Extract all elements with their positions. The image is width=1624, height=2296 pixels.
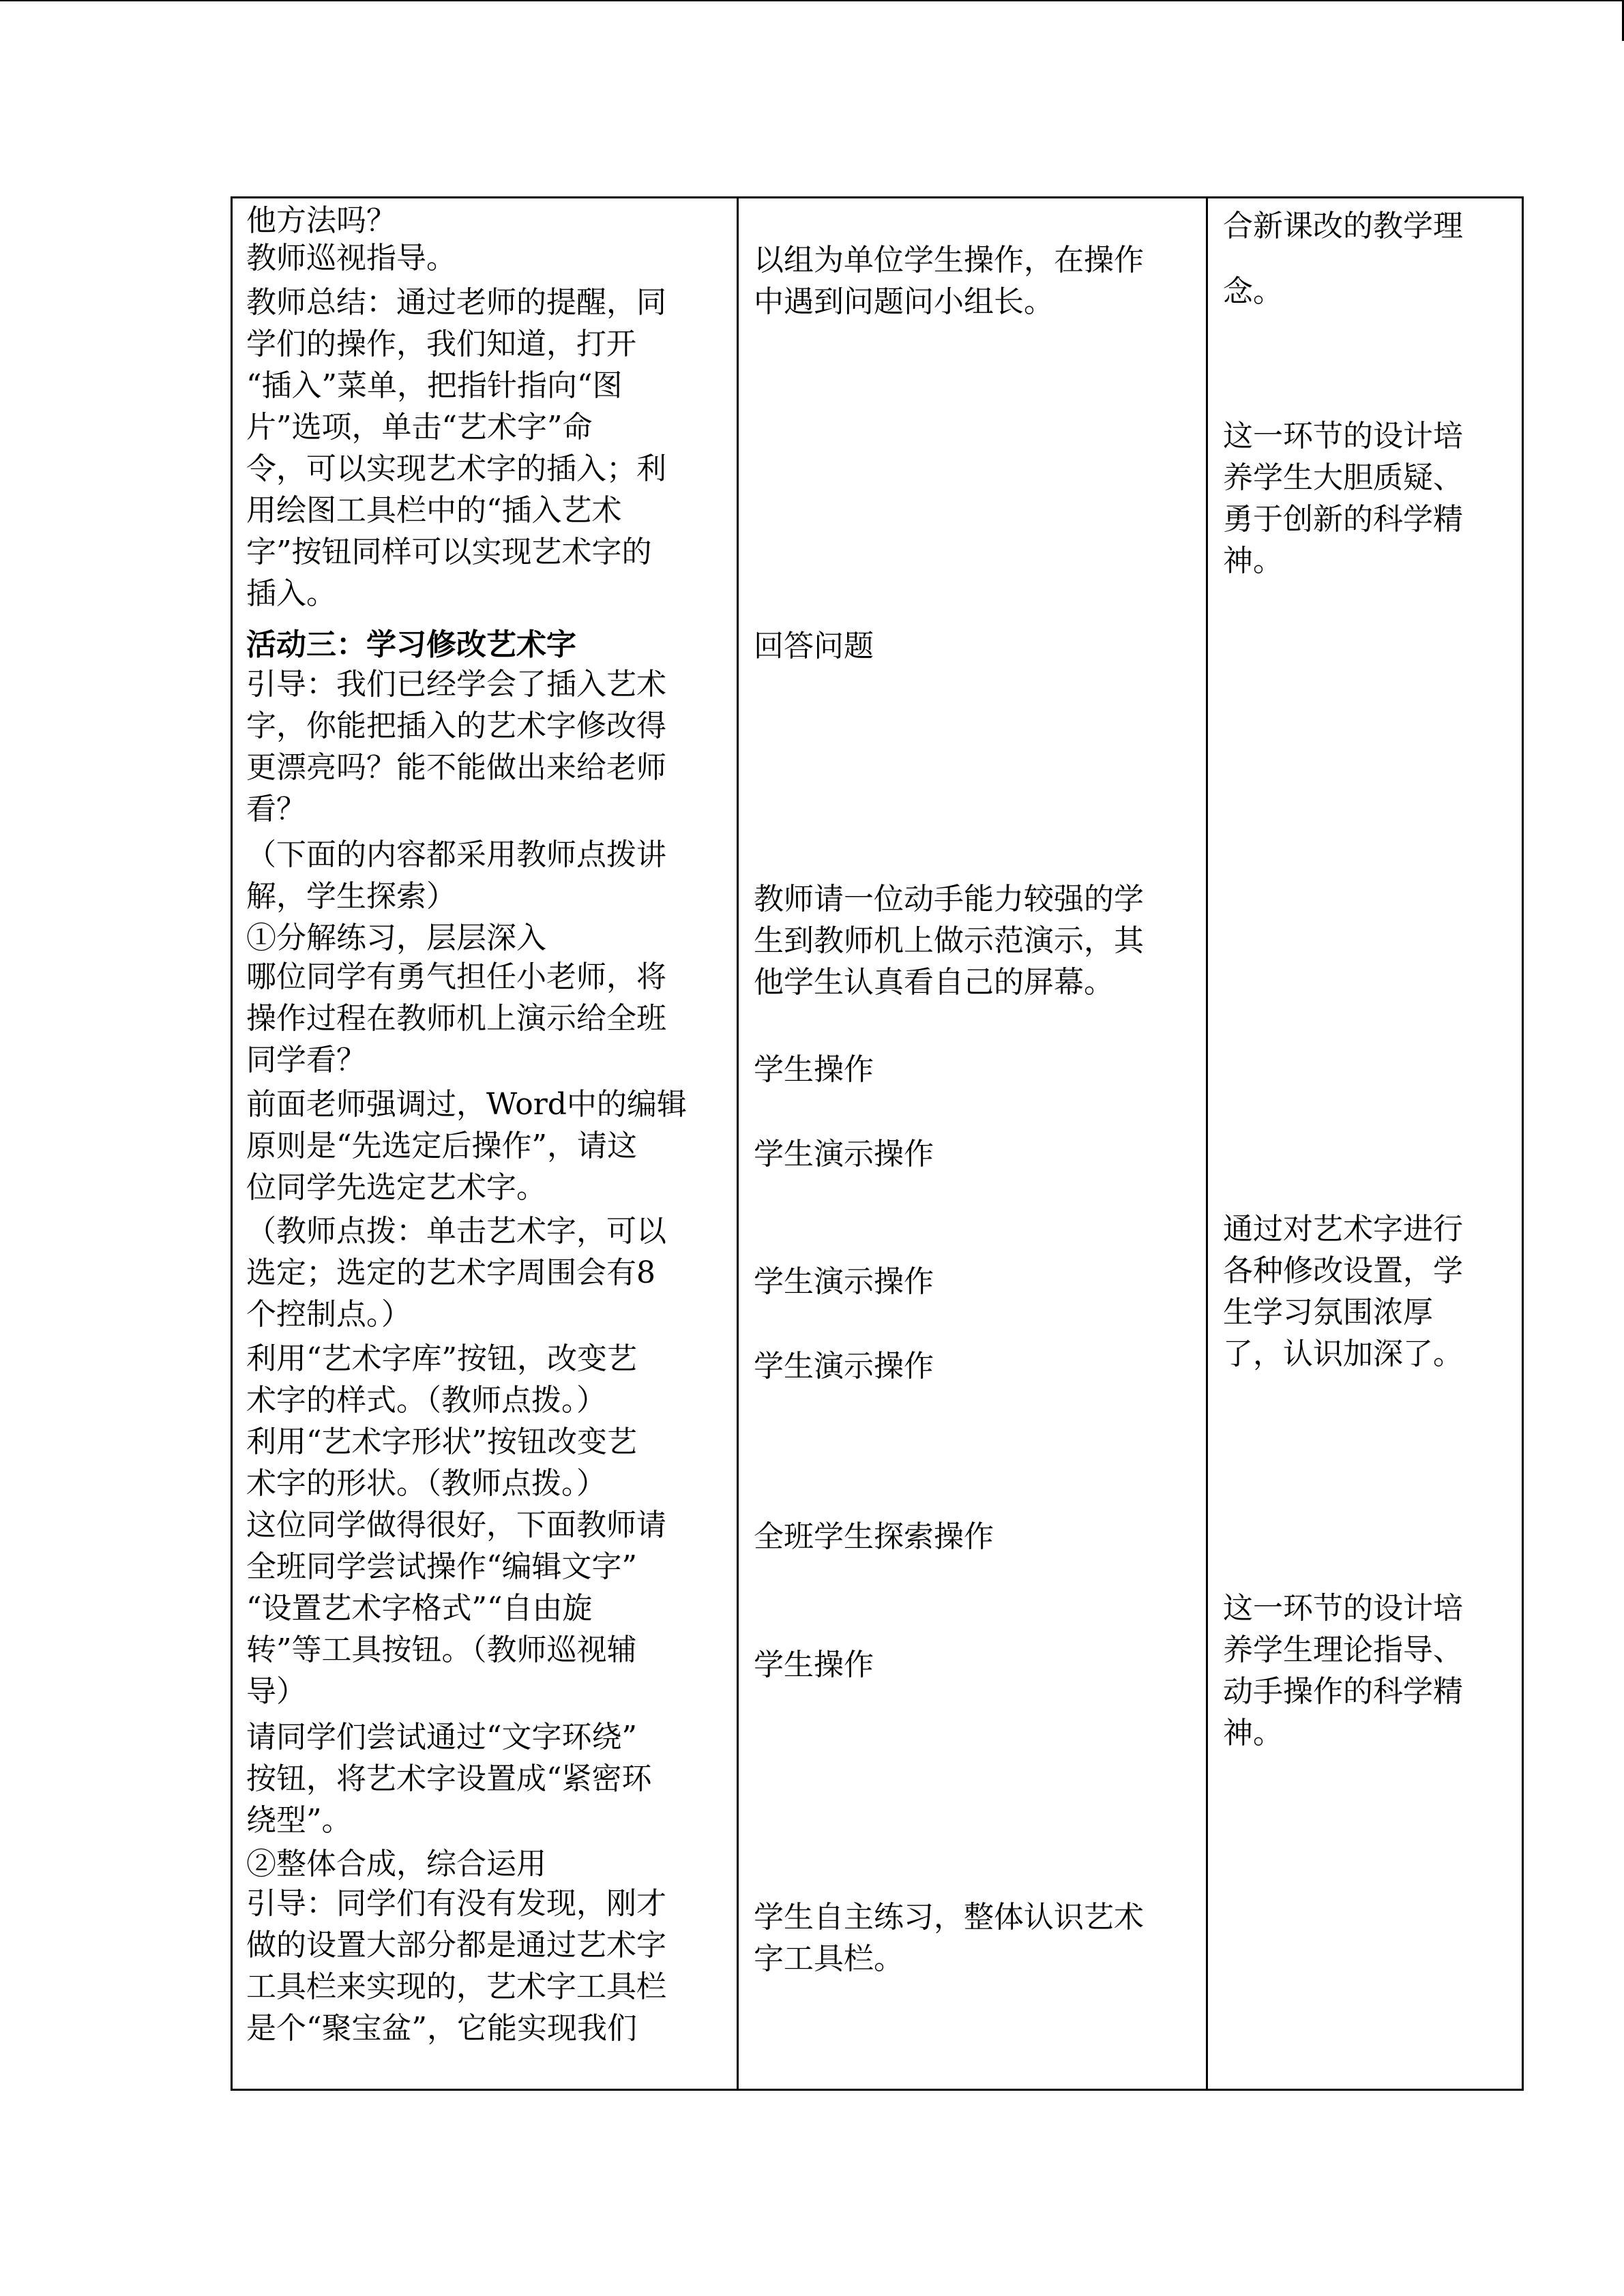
activity-heading: 活动三：学习修改艺术字 (246, 627, 576, 662)
text-line: 教师请一位动手能力较强的学 生到教师机上做示范演示，其 他学生认真看自己的屏幕。 (754, 882, 1144, 1000)
text-line: 哪位同学有勇气担任小老师，将 操作过程在教师机上演示给全班 同学看？ (246, 959, 666, 1077)
student-activity-cell (738, 198, 1207, 2090)
text-line: 学生演示操作 (754, 1264, 934, 1299)
text-line: 回答问题 (754, 629, 874, 664)
text-line: 念。 (1223, 274, 1283, 309)
text-line: 以组为单位学生操作，在操作 中遇到问题问小组长。 (754, 243, 1144, 319)
text-line: 通过对艺术字进行 各种修改设置，学 生学习氛围浓厚 了，认识加深了。 (1223, 1212, 1463, 1371)
text-line: 学生自主练习，整体认识艺术 字工具栏。 (754, 1900, 1144, 1976)
subsection-heading: ②整体合成，综合运用 (246, 1847, 546, 1881)
page-top-border (0, 0, 1624, 1)
text-line: 教师巡视指导。 (246, 241, 456, 275)
text-line: 这一环节的设计培 养学生大胆质疑、 勇于创新的科学精 神。 (1223, 419, 1463, 578)
text-line: 学生操作 (754, 1052, 874, 1087)
text-line: （下面的内容都采用教师点拨讲 解，学生探索） (246, 837, 666, 914)
text-line: 学生演示操作 (754, 1349, 934, 1384)
text-line: 全班学生探索操作 (754, 1519, 994, 1554)
text-line: 利用“艺术字形状”按钮改变艺 术字的形状。（教师点拨。） (246, 1425, 637, 1501)
text-line: （教师点拨：单击艺术字，可以 选定；选定的艺术字周围会有8 个控制点。） (246, 1214, 666, 1332)
text-line: 合新课改的教学理 (1223, 209, 1463, 243)
text-line: 教师总结：通过老师的提醒，同 学们的操作，我们知道，打开 “插入”菜单，把指针指向“图 片”选项，单击“艺术字”命 令，可以实现艺术字的插入；利 用绘图工具栏中的“插入艺术 字”按钮同样可以实现艺术字的 插入。 (246, 285, 666, 611)
subsection-heading: ①分解练习，层层深入 (246, 921, 546, 955)
table-row (232, 198, 1523, 2090)
text-line: 这一环节的设计培 养学生理论指导、 动手操作的科学精 神。 (1223, 1591, 1463, 1750)
text-line: 引导：我们已经学会了插入艺术 字，你能把插入的艺术字修改得 更漂亮吗？能不能做出来给老师 看？ (246, 667, 666, 826)
text-line: 引导：同学们有没有发现，刚才 做的设置大部分都是通过艺术字 工具栏来实现的，艺术字工具栏 是个“聚宝盆”，它能实现我们 (246, 1886, 666, 2046)
text-line: 学生操作 (754, 1648, 874, 1682)
design-intent-cell (1207, 198, 1523, 2090)
text-line: 这位同学做得很好，下面教师请 全班同学尝试操作“编辑文字” “设置艺术字格式”“自由旋 转”等工具按钮。（教师巡视辅 导） (246, 1508, 666, 1709)
lesson-plan-table (231, 196, 1524, 2091)
teacher-activity-cell (232, 198, 738, 2090)
text-line: 他方法吗？ (246, 203, 396, 238)
text-line: 利用“艺术字库”按钮，改变艺 术字的样式。（教师点拨。） (246, 1341, 637, 1418)
text-line: 请同学们尝试通过“文字环绕” 按钮，将艺术字设置成“紧密环 绕型”。 (246, 1720, 652, 1838)
text-line: 前面老师强调过，Word中的编辑 原则是“先选定后操作”，请这 位同学先选定艺术字。 (246, 1087, 687, 1205)
text-line: 学生演示操作 (754, 1137, 934, 1172)
